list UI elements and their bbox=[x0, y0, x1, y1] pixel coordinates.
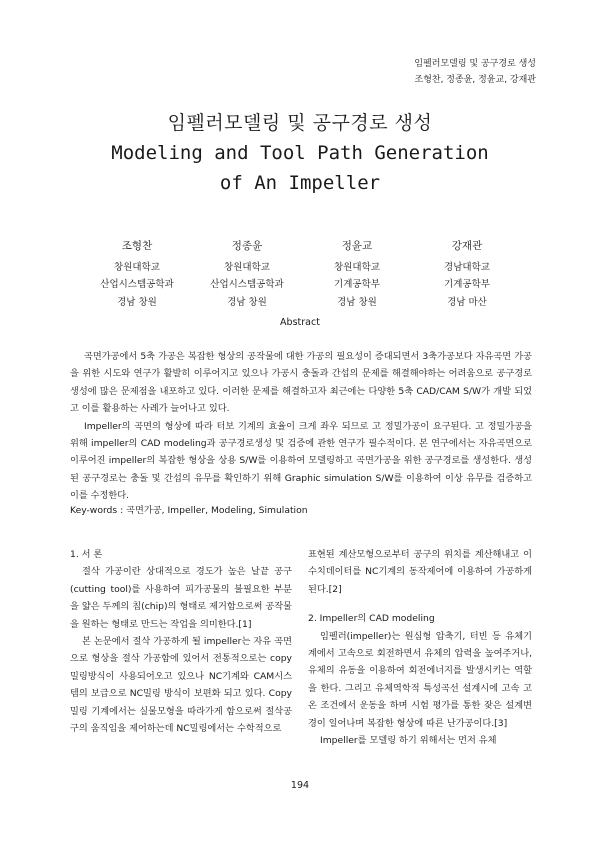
author-location: 경남 마산 bbox=[447, 296, 487, 308]
author-department: 기계공학부 bbox=[334, 279, 380, 290]
title-korean: 임펠러모델링 및 공구경로 생성 bbox=[167, 112, 433, 134]
body-paragraph: 표현된 계산모형으로부터 공구의 위치를 계산해내고 이 수치데이터를 NC기계의 동작제어에 이용하여 가공하게 된다.[2] bbox=[308, 549, 532, 595]
title-english-line2: of An Impeller bbox=[219, 172, 381, 194]
author-1 bbox=[82, 238, 192, 311]
author-3 bbox=[302, 238, 412, 311]
author-department: 기계공학부 bbox=[444, 279, 490, 290]
author-4 bbox=[412, 238, 522, 311]
author-university: 창원대학교 bbox=[224, 261, 270, 273]
author-name: 조형찬 bbox=[121, 240, 153, 252]
abstract-body bbox=[70, 348, 532, 505]
author-department: 산업시스템공학과 bbox=[100, 279, 174, 290]
running-header bbox=[414, 56, 536, 88]
keywords: Key-words : 곡면가공, Impeller, Modeling, Simulation bbox=[70, 505, 308, 516]
body-column-right bbox=[308, 546, 532, 749]
author-university: 창원대학교 bbox=[114, 261, 160, 273]
author-university: 창원대학교 bbox=[334, 261, 380, 273]
body-paragraph: 본 논문에서 절삭 가공하게 될 impeller는 자유 곡면으로 형상을 절삭 가공함에 있어서 전통적으로는 copy밀링방식이 사용되어오고 있으나 NC기계와 CAM시스템의 보급으로 NC밀링 방식이 보편화 되고 있다. Copy밀링 기계에서는 실물모형을 따라가게 함으로써 절삭공구의 움직임을 제어하는데 NC밀링에서는 수학적으로 bbox=[70, 636, 292, 735]
body-paragraph: 절삭 가공이란 상대적으로 경도가 높은 날끝 공구(cutting tool)를 사용하여 피가공물의 불필요한 부분을 얇은 두께의 칩(chip)의 형태로 제거함으로써 공작물을 원하는 형태로 만드는 작업을 의미한다.[1] bbox=[70, 566, 292, 630]
author-location: 경남 창원 bbox=[227, 296, 267, 308]
author-block bbox=[82, 238, 522, 311]
section-heading-cad-modeling: 2. Impeller의 CAD modeling bbox=[308, 613, 435, 625]
author-2 bbox=[192, 238, 302, 311]
title-english-line1: Modeling and Tool Path Generation bbox=[111, 142, 489, 164]
abstract-heading: Abstract bbox=[280, 317, 320, 328]
author-location: 경남 창원 bbox=[337, 296, 377, 308]
author-name: 강재관 bbox=[451, 240, 483, 252]
author-department: 산업시스템공학과 bbox=[210, 279, 284, 290]
running-header-title: 임펠러모델링 및 공구경로 생성 bbox=[414, 59, 536, 69]
author-location: 경남 창원 bbox=[117, 296, 157, 308]
running-header-authors: 조형찬, 정종윤, 정윤교, 강재관 bbox=[414, 75, 536, 85]
author-name: 정윤교 bbox=[341, 240, 373, 252]
page-number: 194 bbox=[290, 780, 310, 791]
section-heading-introduction: 1. 서 론 bbox=[70, 549, 103, 560]
body-paragraph: Impeller를 모델링 하기 위해서는 먼저 유체 bbox=[320, 735, 497, 747]
abstract-paragraph: Impeller의 곡면의 형상에 따라 터보 기계의 효율이 크게 좌우 되므로 고 정밀가공이 요구된다. 고 정밀가공을 위해 impeller의 CAD modeling과 공구경로생성 및 검증에 관한 연구가 필수적이다. 본 연구에서는 자유곡면으로 이루어진 impeller의 복잡한 형상을 상용 S/W를 이용하여 모델링하고 곡면가공을 위한 공구경로를 생성한다. 생성된 공구경로는 충돌 및 간섭의 유무를 확인하기 위해 Graphic simulation S/W를 이용하여 이상 유무를 검증하고 이를 수정한다. bbox=[70, 420, 532, 502]
author-name: 정종윤 bbox=[231, 240, 263, 252]
author-university: 경남대학교 bbox=[444, 261, 490, 273]
body-column-left bbox=[70, 546, 292, 737]
body-paragraph: 임펠러(impeller)는 원심형 압축기, 터빈 등 유체기계에서 고속으로 회전하면서 유체의 압력을 높여주거나, 유체의 유동을 이용하여 회전에너지를 발생시키는 역할을 한다. 그리고 유체역학적 특성곡선 설계시에 고속 고온 조건에서 운동을 하며 시험 평가를 통한 잦은 설계변경이 일어나며 복잡한 형상에 따른 난가공이다.[3] bbox=[308, 630, 532, 729]
paper-title bbox=[0, 108, 600, 198]
abstract-paragraph: 곡면가공에서 5축 가공은 복잡한 형상의 공작물에 대한 가공의 필요성이 증대되면서 3축가공보다 자유곡면 가공을 위한 시도와 연구가 활발히 이루어지고 있으나 가공시 충돌과 간섭의 문제를 해결해야하는 어려움으로 공구경로 생성에 많은 문제점을 내포하고 있다. 이러한 문제를 해결하고자 최근에는 다양한 5축 CAD/CAM S/W가 개발 되었고 이를 활용하는 사례가 늘어나고 있다. bbox=[70, 351, 532, 415]
